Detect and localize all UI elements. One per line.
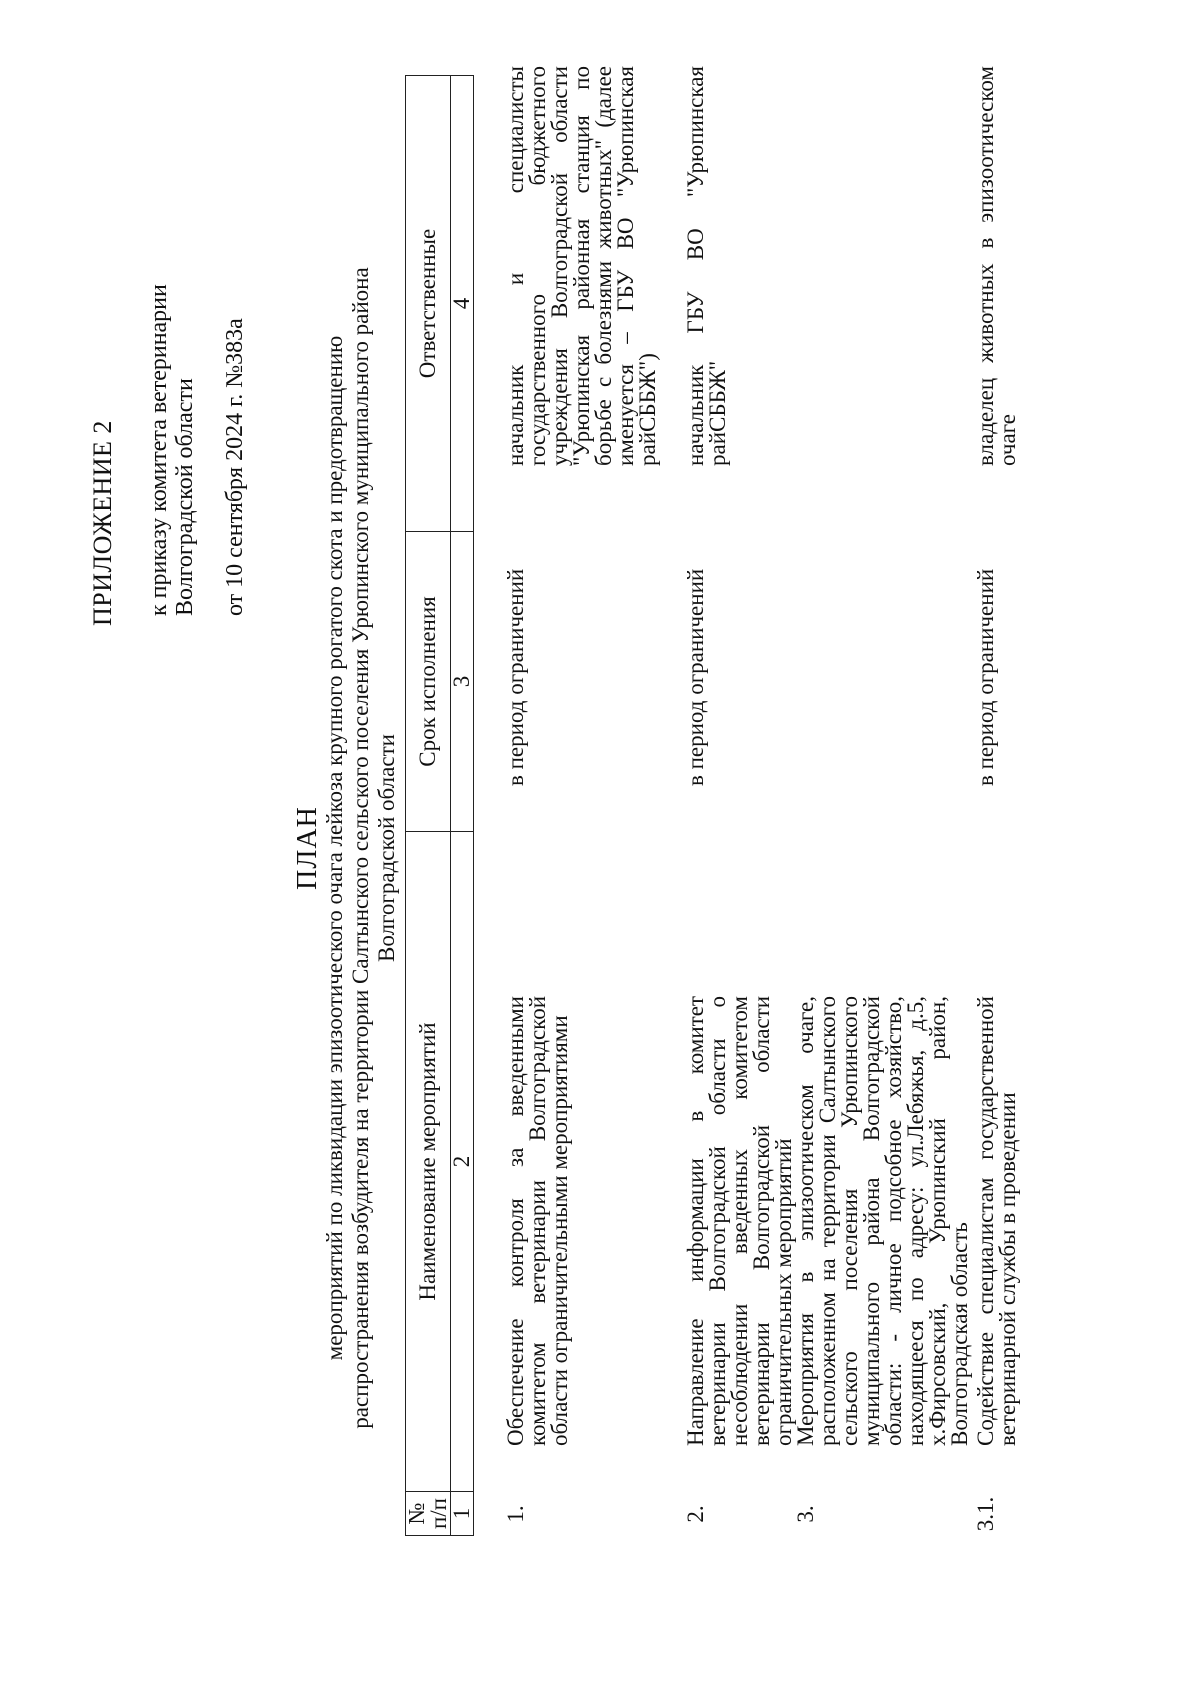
row-number: 3.1. [973, 1496, 998, 1532]
table-header [405, 75, 474, 1536]
column-header-term: Срок исполнения [406, 532, 451, 832]
row-term: в период ограничений [503, 568, 528, 786]
row-activity: Содействие специалистам государственной ветеринарной службы в проведении [973, 996, 1020, 1446]
column-number: 4 [451, 76, 474, 532]
table-row [973, 66, 1075, 1536]
column-number-row [451, 76, 474, 1536]
order-date: от 10 сентября 2024 г. №383а [222, 318, 248, 616]
column-number: 1 [451, 1492, 474, 1536]
table-row [683, 66, 796, 1536]
row-number: 1. [503, 1505, 528, 1523]
row-activity: Направление информации в комитет ветеринарии Волгоградской области о несоблюдении введенных комитетом ветеринарии Волгоградской области ограничительных мероприятий [683, 996, 796, 1446]
table-row [503, 66, 660, 1536]
column-header-name: Наименование мероприятий [406, 832, 451, 1492]
row-responsible: начальник ГБУ ВО "Урюпинская райСББЖ" [683, 66, 730, 466]
plan-title: ПЛАН [292, 806, 323, 890]
row-number: 2. [683, 1505, 708, 1523]
row-responsible: владелец животных в эпизоотическом очаге [973, 66, 1020, 466]
order-reference-line1: к приказу комитета ветеринарии [146, 284, 172, 616]
row-activity: Мероприятия в эпизоотическом очаге, расположенном на территории Салтынского сельского поселения Урюпинского муниципального района Волгоградской области: - личное подсобное хозяйство, находящееся по адресу: ул.Лебяжья, д.5, х.Фирсовский, Урюпинский район, Волгоградская область [793, 996, 972, 1446]
column-number: 2 [451, 832, 474, 1492]
plan-subtitle: мероприятий по ликвидации эпизоотического очага лейкоза крупного рогатого скота и предотвращению распространения возбудителя на территории Салтынского сельского поселения Урюпинского муниципального района Волгоградской области [322, 267, 399, 1429]
appendix-heading: ПРИЛОЖЕНИЕ 2 [88, 420, 117, 626]
column-header-responsible: Ответственные [406, 76, 451, 532]
column-header-num: № п/п [406, 1492, 451, 1536]
order-reference-line2: Волгоградской области [172, 378, 198, 616]
table-row [793, 76, 972, 1536]
row-term: в период ограничений [973, 568, 998, 786]
row-term: в период ограничений [683, 568, 708, 786]
table-header-row [406, 76, 451, 1536]
row-number: 3. [793, 1505, 818, 1523]
row-responsible: начальник и специалисты государственного бюджетного учреждения Волгоградской области "Урюпинская районная станция по борьбе с болезнями животных" (далее именуется – ГБУ ВО "Урюпинская райСББЖ") [503, 66, 660, 466]
column-number: 3 [451, 532, 474, 832]
row-activity: Обеспечение контроля за введенными комитетом ветеринарии Волгоградской области ограничительными мероприятиями [503, 996, 572, 1446]
